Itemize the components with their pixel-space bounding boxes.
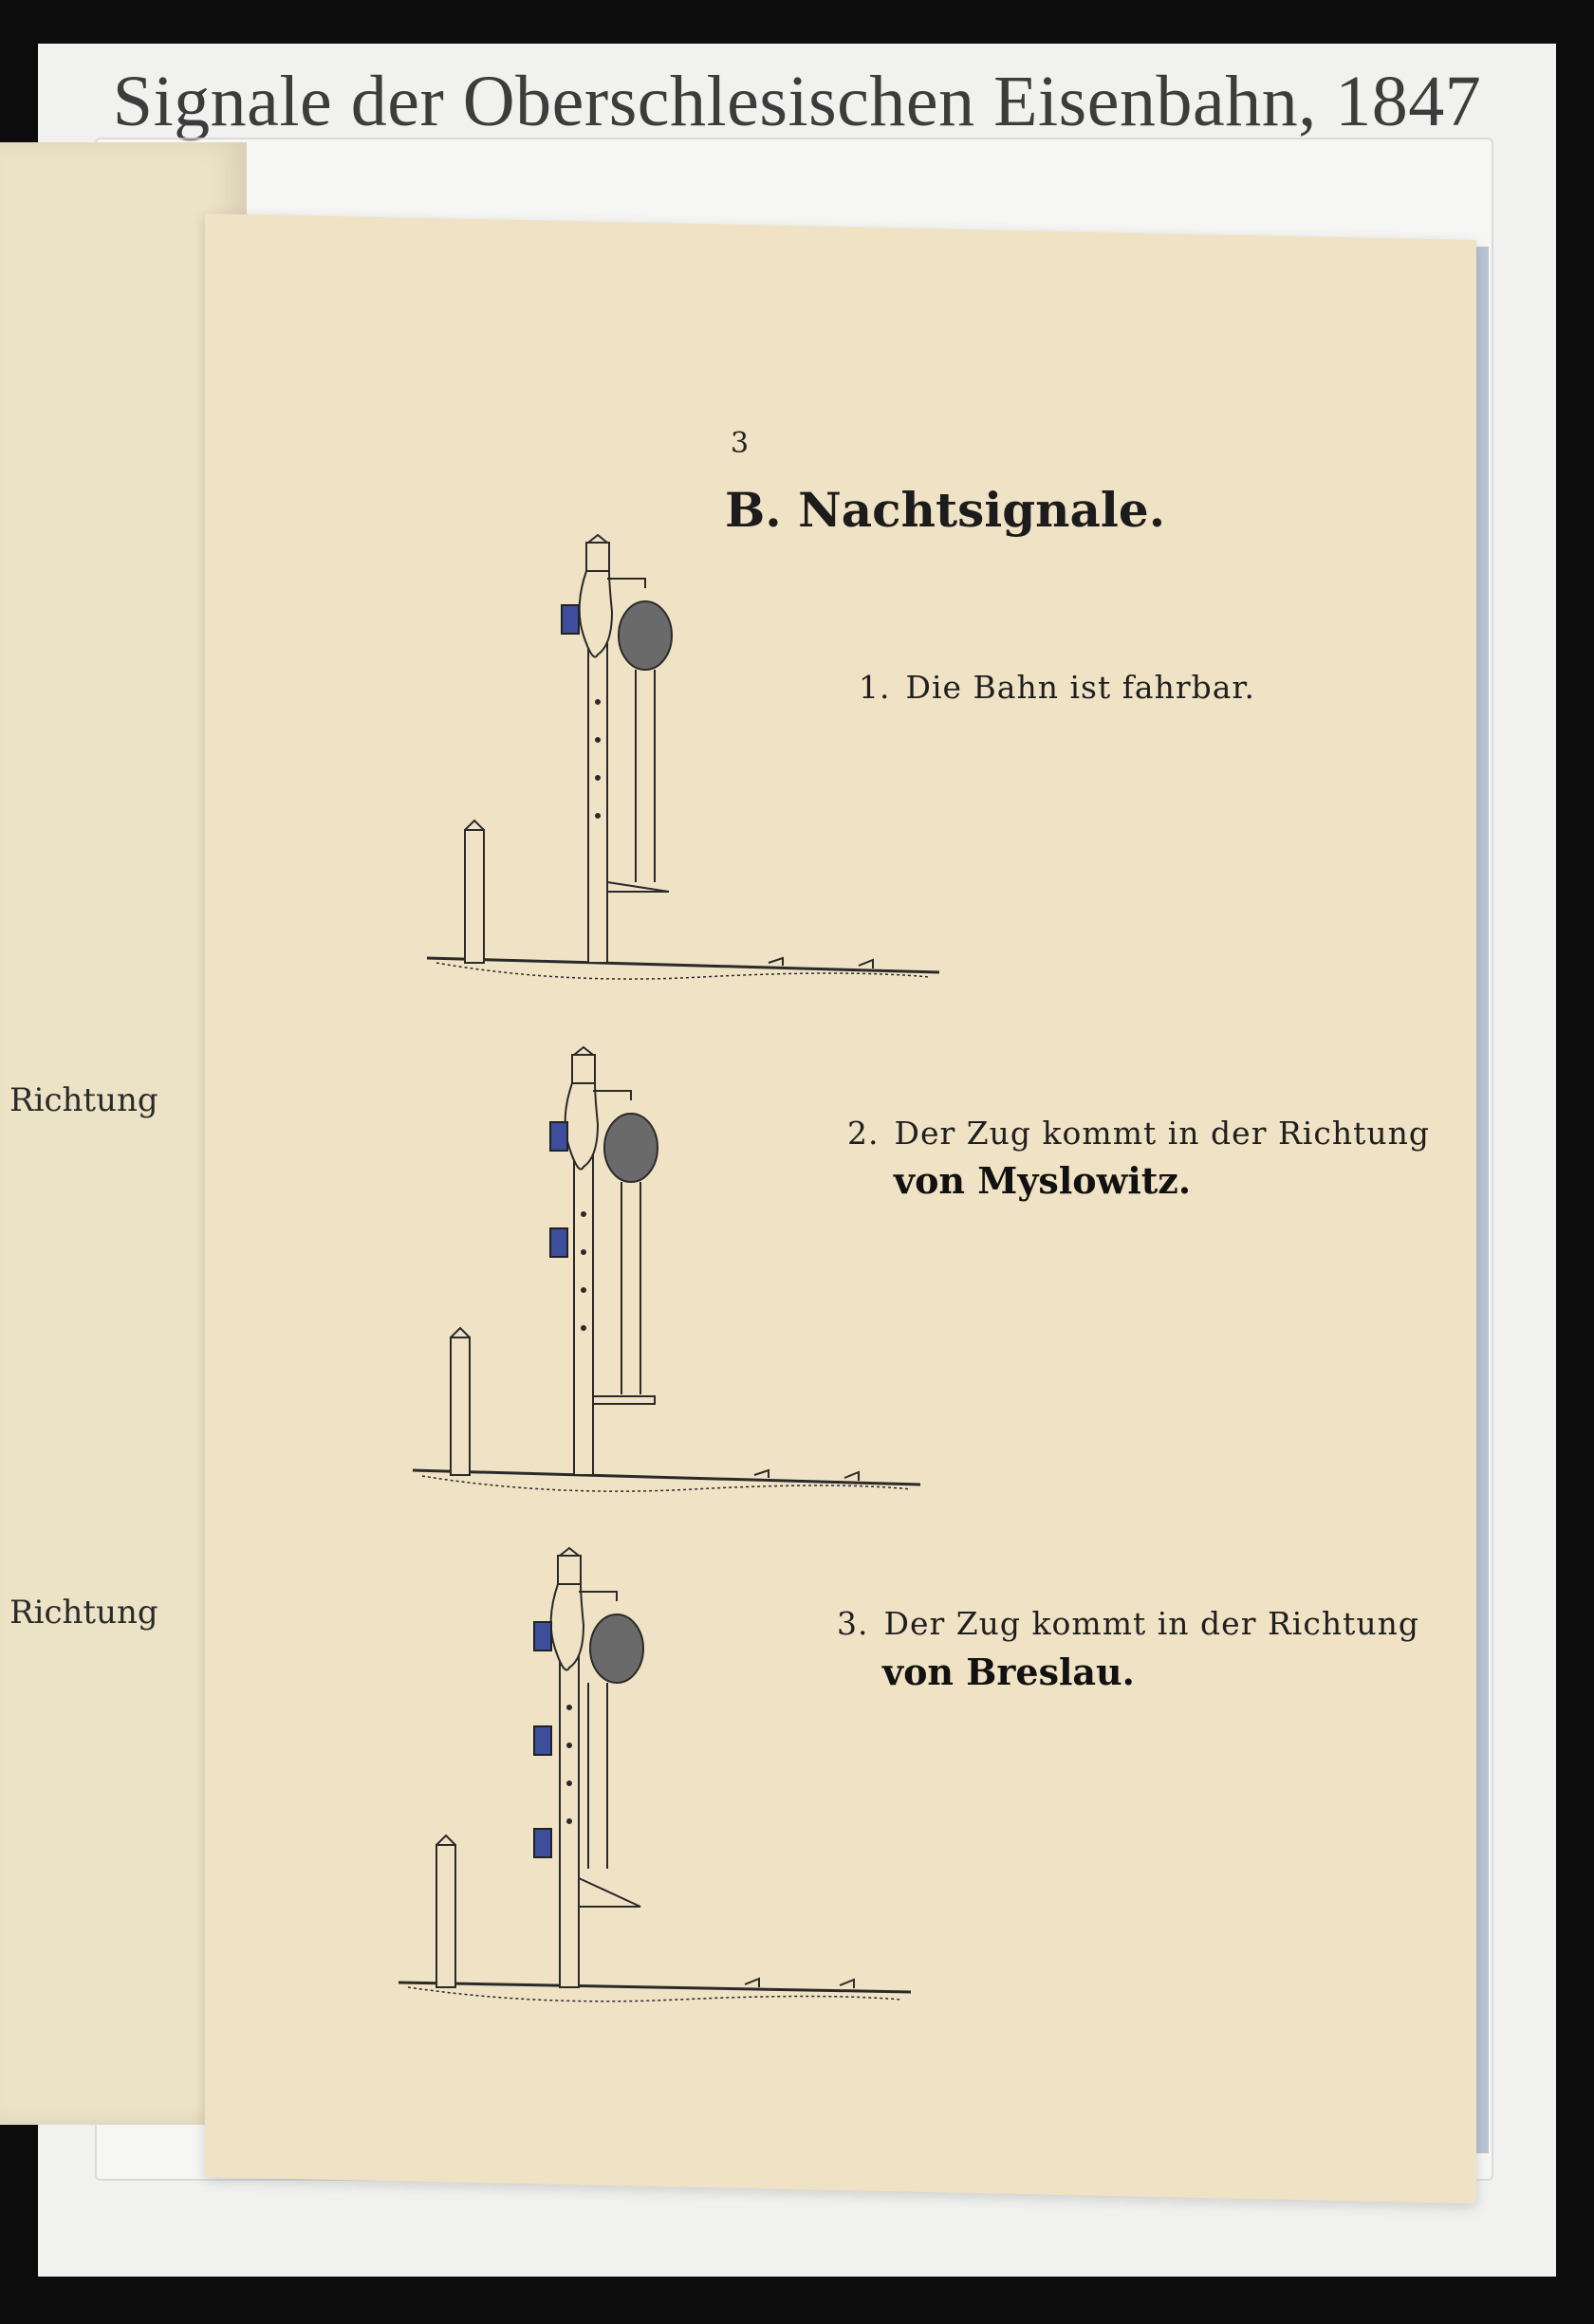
signal-text: Der Zug kommt in der Richtung xyxy=(883,1605,1419,1642)
signal-text: Der Zug kommt in der Richtung xyxy=(894,1115,1430,1152)
signal-number: 2. xyxy=(847,1115,880,1152)
left-page-word: Richtung xyxy=(9,1594,158,1632)
album-title: Signale der Oberschlesischen Eisenbahn, 1847 xyxy=(112,62,1482,141)
left-page-word: Richtung xyxy=(9,1081,158,1119)
signal-number: 3. xyxy=(837,1605,869,1642)
signal-2-direction: von Myslowitz. xyxy=(894,1159,1192,1202)
signal-mast-illustration-2 xyxy=(408,1043,939,1508)
section-heading: B. Nachtsignale. xyxy=(725,482,1166,538)
page-number: 3 xyxy=(731,427,750,460)
signal-text: Die Bahn ist fahrbar. xyxy=(905,669,1256,706)
signal-3-direction: von Breslau. xyxy=(882,1651,1135,1693)
signal-mast-illustration-3 xyxy=(394,1546,925,2020)
signal-mast-illustration-1 xyxy=(417,531,949,996)
signal-number: 1. xyxy=(859,669,891,706)
page-edge xyxy=(1475,247,1489,2153)
